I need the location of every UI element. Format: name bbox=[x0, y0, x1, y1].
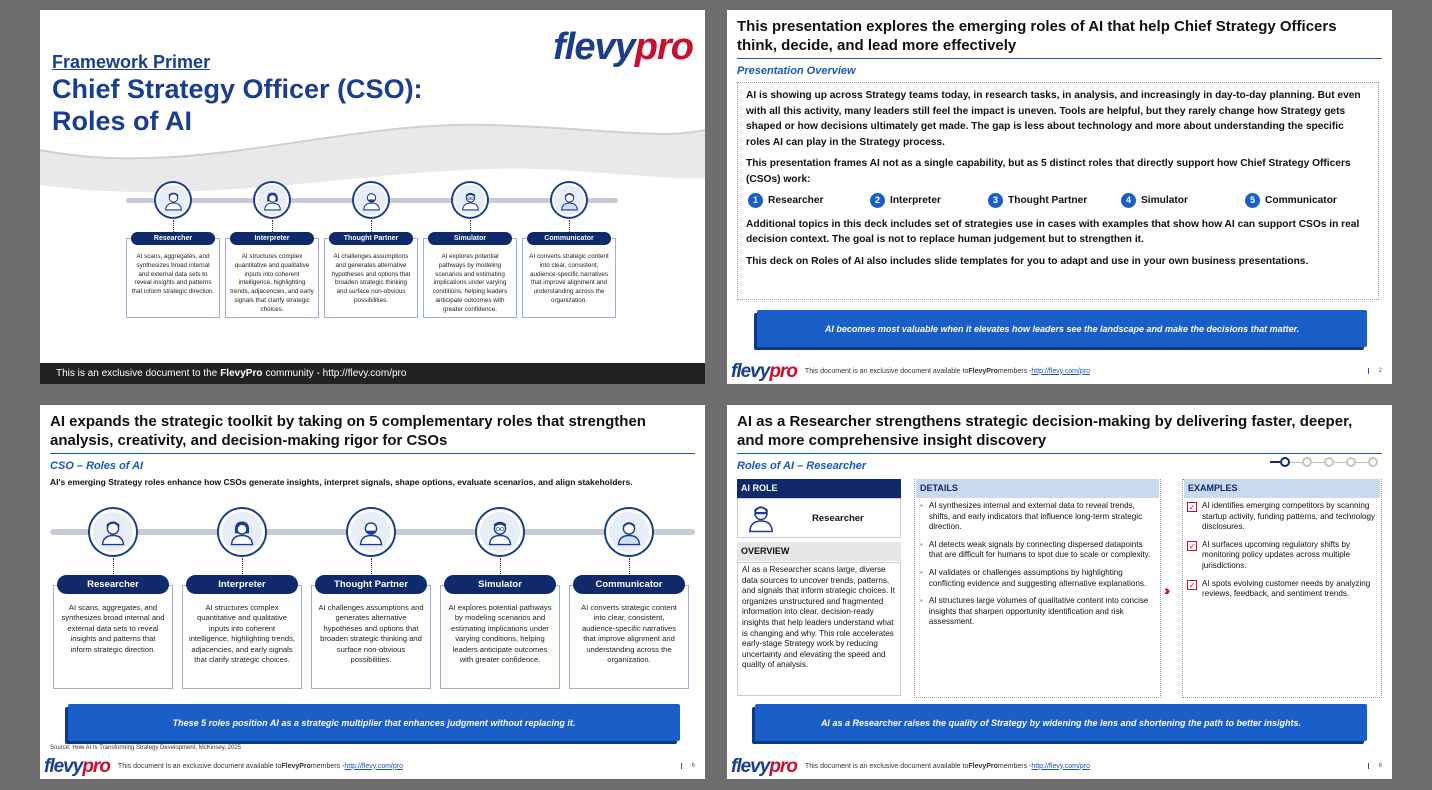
ai-role-card bbox=[737, 498, 901, 538]
connector-dots bbox=[371, 220, 372, 232]
footer-link[interactable]: http://flevy.com/pro bbox=[344, 762, 403, 770]
role-card bbox=[324, 238, 418, 318]
role-label: Thought Partner bbox=[315, 575, 427, 594]
detail-text: AI validates or challenges assumptions by highlighting conflicting evidence and suggesting alternative explanations. bbox=[928, 567, 1147, 588]
footer: flevypro This document is an exclusive document available to FlevyPro members - http://flevy.com/pro 2 bbox=[731, 360, 1382, 382]
flevypro-logo: flevypro bbox=[553, 26, 693, 68]
title-divider bbox=[50, 453, 695, 454]
role-label: Communicator bbox=[573, 575, 685, 594]
researcher-icon bbox=[156, 183, 190, 217]
simulator-icon bbox=[453, 183, 487, 217]
number-badge: 4 bbox=[1121, 193, 1136, 208]
bullet-icon: ▪ bbox=[920, 567, 923, 577]
overview-text: AI as a Researcher scans large, diverse data sources to uncover trends, patterns, and signals that inform strategic choices. It organizes unstructured and fragmented information into clear, decision-ready insights that help leaders understand what is changing and why. This role accelerates early-stage Strategy work by reducing uncertainty and elevating the speed and quality of analysis. bbox=[737, 562, 901, 696]
role-name: Researcher bbox=[768, 195, 824, 206]
role-description: AI scans, aggregates, and synthesizes broad internal and external data sets to reveal insights and patterns that inform strategic direction. bbox=[131, 253, 215, 296]
overview-body bbox=[746, 88, 1366, 269]
flevypro-logo: flevypro bbox=[731, 755, 797, 777]
detail-item bbox=[920, 540, 1156, 561]
role-item bbox=[1121, 193, 1245, 209]
connector-dots bbox=[272, 220, 273, 232]
role-item bbox=[1245, 193, 1365, 209]
thought-partner-icon bbox=[354, 183, 388, 217]
role-item bbox=[988, 193, 1121, 209]
footer: flevypro This document is an exclusive document available to FlevyPro members - http://flevy.com/pro 6 bbox=[44, 755, 695, 777]
progress-connector bbox=[1334, 462, 1346, 463]
progress-connector bbox=[1312, 462, 1324, 463]
connector-dots bbox=[470, 220, 471, 232]
title-divider bbox=[737, 453, 1382, 454]
role-card bbox=[569, 585, 689, 689]
example-text: AI surfaces upcoming regulatory shifts by monitoring policy updates across multiple jurisdictions. bbox=[1202, 539, 1351, 570]
researcher-icon bbox=[90, 509, 136, 555]
role-description: AI scans, aggregates, and synthesizes broad internal and external data sets to reveal insights and patterns that inform strategic direction. bbox=[61, 603, 165, 654]
title-line2: Roles of AI bbox=[52, 106, 193, 136]
section-subhead: Presentation Overview bbox=[737, 65, 856, 77]
connector-dots bbox=[629, 558, 630, 574]
takeaway-banner: AI becomes most valuable when it elevates how leaders see the landscape and make the decisions that matter. bbox=[757, 310, 1367, 347]
role-description: AI converts strategic content into clear, consistent, audience-specific narratives that improve alignment and understanding across the organization. bbox=[529, 253, 609, 304]
progress-connector bbox=[1290, 462, 1302, 463]
connector-dots bbox=[173, 220, 174, 232]
role-label: Interpreter bbox=[230, 232, 314, 245]
slide-researcher[interactable] bbox=[727, 405, 1392, 779]
overview-header: OVERVIEW bbox=[737, 542, 901, 561]
role-label: Communicator bbox=[527, 232, 611, 245]
role-label: Simulator bbox=[428, 232, 512, 245]
progress-dot bbox=[1280, 457, 1290, 467]
example-item bbox=[1187, 579, 1379, 600]
bullet-icon: ▪ bbox=[920, 539, 923, 549]
examples-list bbox=[1187, 501, 1379, 607]
role-description: AI converts strategic content into clear, consistent, audience-specific narratives that improve alignment and understanding across the organization. bbox=[581, 603, 677, 665]
page-number: 2 bbox=[1368, 368, 1382, 374]
role-label: Researcher bbox=[131, 232, 215, 245]
detail-item bbox=[920, 501, 1156, 533]
researcher-icon bbox=[746, 503, 776, 533]
ai-role-value: Researcher bbox=[812, 512, 864, 524]
role-list bbox=[748, 193, 1366, 209]
title-divider bbox=[737, 58, 1382, 59]
role-description: AI explores potential pathways by modeling scenarios and estimating implications under varying conditions, helping leaders anticipate outcomes with greater confidence. bbox=[448, 603, 552, 665]
page-number: 8 bbox=[1368, 763, 1382, 769]
footer-link[interactable]: http://flevy.com/pro bbox=[1031, 367, 1090, 375]
role-label: Interpreter bbox=[186, 575, 298, 594]
kicker: Framework Primer bbox=[52, 52, 211, 72]
takeaway-banner: These 5 roles position AI as a strategic multiplier that enhances judgment without replacing it. bbox=[68, 704, 680, 741]
para-3: Additional topics in this deck includes set of strategies use in cases with examples that show how AI can support CSOs in real decision context. The goal is not to replace human judgement but to strengthen it. bbox=[746, 218, 1360, 245]
number-badge: 5 bbox=[1245, 193, 1260, 208]
footer-link[interactable]: http://flevy.com/pro bbox=[1031, 762, 1090, 770]
footer: flevypro This document is an exclusive document available to FlevyPro members - http://flevy.com/pro 8 bbox=[731, 755, 1382, 777]
ai-role-header: AI ROLE bbox=[737, 479, 901, 498]
flevypro-logo: flevypro bbox=[731, 360, 797, 382]
example-item bbox=[1187, 540, 1379, 572]
role-label: Thought Partner bbox=[329, 232, 413, 245]
interpreter-icon bbox=[255, 183, 289, 217]
chevron-right-icon: ›› bbox=[1164, 582, 1168, 598]
title-line1: Chief Strategy Officer (CSO): bbox=[52, 74, 423, 104]
details-header: DETAILS bbox=[916, 479, 1159, 498]
role-description: AI challenges assumptions and generates alternative hypotheses and options that broaden strategic thinking and surface non-obvious possibilities. bbox=[331, 253, 411, 304]
number-badge: 1 bbox=[748, 193, 763, 208]
slide-title: AI as a Researcher strengthens strategic decision-making by delivering faster, deeper, and more comprehensive insight discovery bbox=[737, 413, 1353, 449]
slide-title: AI expands the strategic toolkit by taking on 5 complementary roles that strengthen analysis, creativity, and decision-making rigor for CSOs bbox=[50, 413, 646, 449]
examples-header: EXAMPLES bbox=[1184, 479, 1380, 498]
flevypro-logo: flevypro bbox=[44, 755, 110, 777]
role-label: Researcher bbox=[57, 575, 169, 594]
para-2: This presentation frames AI not as a single capability, but as 5 distinct roles that directly support how Chief Strategy Officers (CSOs) work: bbox=[746, 158, 1351, 185]
progress-connector bbox=[1270, 461, 1280, 463]
number-badge: 3 bbox=[988, 193, 1003, 208]
example-text: AI identifies emerging competitors by scanning startup activity, funding patterns, and technology disclosures. bbox=[1202, 501, 1376, 532]
para-1: AI is showing up across Strategy teams today, in research tasks, in analysis, and increasingly in day-to-day planning. But even with all this activity, many leaders still feel the impact is uneven. Tools are helpful, but they rarely change how Strategy gets shaped or how decisions ultimately get made. The gap is less about technology and more about understanding the specific roles AI can play in the Strategy process. bbox=[746, 90, 1361, 148]
example-text: AI spots evolving customer needs by analyzing reviews, feedback, and sentiment trends. bbox=[1202, 578, 1371, 599]
connector-dots bbox=[500, 558, 501, 574]
section-subhead: Roles of AI – Researcher bbox=[737, 460, 867, 472]
para-4: This deck on Roles of AI also includes slide templates for you to adapt and use in your own business presentations. bbox=[746, 255, 1309, 267]
connector-dots bbox=[242, 558, 243, 574]
bullet-icon: ▪ bbox=[920, 596, 923, 606]
page-number: 6 bbox=[681, 763, 695, 769]
footer-bar: This is an exclusive document to the FlevyPro community - http://flevy.com/pro bbox=[40, 363, 705, 384]
slide-title: This presentation explores the emerging roles of AI that help Chief Strategy Officers think, decide, and lead more effectively bbox=[737, 18, 1337, 54]
role-label: Simulator bbox=[444, 575, 556, 594]
section-subhead: CSO – Roles of AI bbox=[50, 460, 144, 472]
details-list bbox=[920, 501, 1156, 635]
role-card bbox=[423, 238, 517, 318]
checkbox-checked-icon: ✓ bbox=[1188, 503, 1196, 512]
connector-dots bbox=[569, 220, 570, 232]
communicator-icon bbox=[606, 509, 652, 555]
connector-dots bbox=[113, 558, 114, 574]
role-card bbox=[440, 585, 560, 689]
example-item bbox=[1187, 501, 1379, 533]
progress-dot bbox=[1346, 457, 1356, 467]
detail-text: AI structures large volumes of qualitative content into concise insights that sharpen opportunity identification and risk assessment. bbox=[928, 596, 1149, 627]
role-name: Thought Partner bbox=[1008, 195, 1088, 206]
intro-text: AI's emerging Strategy roles enhance how CSOs generate insights, interpret signals, shape options, evaluate scenarios, and align stakeholders. bbox=[50, 477, 633, 487]
detail-item bbox=[920, 568, 1156, 589]
role-description: AI challenges assumptions and generates alternative hypotheses and options that broaden strategic thinking and surface non-obvious possibilities. bbox=[318, 603, 424, 665]
role-item bbox=[748, 193, 870, 209]
role-name: Communicator bbox=[1265, 195, 1337, 206]
source-note: Source: How AI Is Transforming Strategy Development, McKinsey, 2025 bbox=[50, 745, 241, 751]
progress-dot bbox=[1324, 457, 1334, 467]
role-card bbox=[311, 585, 431, 689]
role-description: AI explores potential pathways by modeling scenarios and estimating implications under varying conditions, helping leaders anticipate outcomes with greater confidence. bbox=[432, 253, 508, 313]
interpreter-icon bbox=[219, 509, 265, 555]
detail-text: AI detects weak signals by connecting dispersed datapoints that are difficult for humans to spot due to scale or complexity. bbox=[928, 539, 1151, 560]
progress-dot bbox=[1368, 457, 1378, 467]
role-name: Simulator bbox=[1141, 195, 1188, 206]
detail-item bbox=[920, 596, 1156, 628]
number-badge: 2 bbox=[870, 193, 885, 208]
role-card bbox=[225, 238, 319, 318]
progress-connector bbox=[1356, 462, 1368, 463]
checkbox-checked-icon: ✓ bbox=[1188, 580, 1196, 590]
role-description: AI structures complex quantitative and qualitative inputs into coherent intelligence, highlighting trends, adjacencies, and early signals that clarify strategic choices. bbox=[230, 253, 314, 313]
role-description: AI structures complex quantitative and qualitative inputs into coherent intelligence, highlighting trends, adjacencies, and early signals that clarify strategic choices. bbox=[189, 603, 295, 665]
detail-text: AI synthesizes internal and external data to reveal trends, shifts, and early indicators that influence long-term strategic direction. bbox=[928, 501, 1143, 532]
role-item bbox=[870, 193, 988, 209]
slide-overview[interactable] bbox=[727, 10, 1392, 384]
progress-dot bbox=[1302, 457, 1312, 467]
thought-partner-icon bbox=[348, 509, 394, 555]
takeaway-banner: AI as a Researcher raises the quality of Strategy by widening the lens and shortening the path to better insights. bbox=[755, 704, 1367, 741]
connector-dots bbox=[371, 558, 372, 574]
role-card bbox=[182, 585, 302, 689]
slide-roles[interactable] bbox=[40, 405, 705, 779]
progress-tracker bbox=[1270, 457, 1378, 467]
communicator-icon bbox=[552, 183, 586, 217]
role-name: Interpreter bbox=[890, 195, 941, 206]
role-card bbox=[126, 238, 220, 318]
role-card bbox=[522, 238, 616, 318]
bullet-icon: ▪ bbox=[920, 501, 923, 510]
slide-title[interactable] bbox=[40, 10, 705, 384]
role-card bbox=[53, 585, 173, 689]
checkbox-checked-icon: ✓ bbox=[1188, 541, 1196, 551]
simulator-icon bbox=[477, 509, 523, 555]
